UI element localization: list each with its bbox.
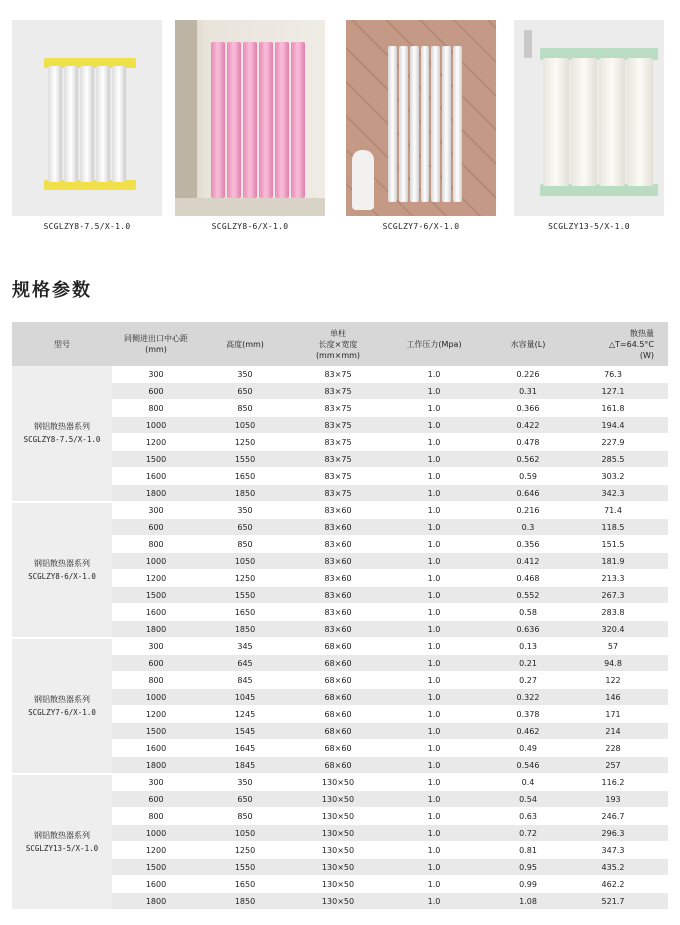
column-size-cell: 83×60	[290, 502, 386, 519]
heat-cell: 213.3	[574, 570, 668, 587]
header-line: 散热量	[630, 328, 654, 338]
col-header-heat	[574, 322, 668, 366]
heat-cell: 122	[574, 672, 668, 689]
column-size-cell: 130×50	[290, 893, 386, 910]
pressure-cell: 1.0	[386, 434, 482, 451]
header-line: △T=64.5°C	[608, 339, 654, 349]
header-line: 同侧进出口中心距	[124, 334, 188, 343]
height-cell: 1550	[200, 451, 290, 468]
pressure-cell: 1.0	[386, 570, 482, 587]
water-volume-cell: 0.636	[482, 621, 574, 638]
heat-cell: 76.3	[574, 366, 668, 383]
product-photo	[175, 20, 325, 216]
column-size-cell: 68×60	[290, 655, 386, 672]
heat-cell: 296.3	[574, 825, 668, 842]
column-size-cell: 83×60	[290, 570, 386, 587]
model-code: SCGLZY8-6/X-1.0	[28, 571, 96, 581]
radiator-illustration	[388, 46, 464, 202]
heat-cell: 521.7	[574, 893, 668, 910]
height-cell: 1545	[200, 723, 290, 740]
water-volume-cell: 0.356	[482, 536, 574, 553]
water-volume-cell: 0.81	[482, 842, 574, 859]
column-size-cell: 68×60	[290, 723, 386, 740]
heat-cell: 151.5	[574, 536, 668, 553]
section-title: 规格参数	[12, 280, 92, 301]
center-distance-cell: 300	[112, 774, 200, 791]
column-size-cell: 83×75	[290, 485, 386, 502]
table-row	[12, 774, 668, 791]
water-volume-cell: 0.478	[482, 434, 574, 451]
column-size-cell: 130×50	[290, 774, 386, 791]
center-distance-cell: 1500	[112, 859, 200, 876]
column-size-cell: 83×60	[290, 536, 386, 553]
water-volume-cell: 0.27	[482, 672, 574, 689]
height-cell: 1645	[200, 740, 290, 757]
pressure-cell: 1.0	[386, 893, 482, 910]
height-cell: 1550	[200, 859, 290, 876]
pressure-cell: 1.0	[386, 842, 482, 859]
water-volume-cell: 0.462	[482, 723, 574, 740]
model-series-name: 钢铝散热器系列	[34, 422, 90, 432]
height-cell: 1845	[200, 757, 290, 774]
heat-cell: 267.3	[574, 587, 668, 604]
column-size-cell: 83×75	[290, 383, 386, 400]
pressure-cell: 1.0	[386, 553, 482, 570]
model-code: SCGLZY13-5/X-1.0	[25, 843, 99, 853]
pressure-cell: 1.0	[386, 519, 482, 536]
center-distance-cell: 600	[112, 383, 200, 400]
height-cell: 645	[200, 655, 290, 672]
pressure-cell: 1.0	[386, 706, 482, 723]
water-volume-cell: 0.13	[482, 638, 574, 655]
water-volume-cell: 0.3	[482, 519, 574, 536]
center-distance-cell: 1200	[112, 434, 200, 451]
center-distance-cell: 300	[112, 502, 200, 519]
height-cell: 1250	[200, 842, 290, 859]
pressure-cell: 1.0	[386, 774, 482, 791]
water-volume-cell: 0.58	[482, 604, 574, 621]
model-code: SCGLZY7-6/X-1.0	[28, 707, 96, 717]
heat-cell: 227.9	[574, 434, 668, 451]
water-volume-cell: 0.59	[482, 468, 574, 485]
heat-cell: 257	[574, 757, 668, 774]
column-size-cell: 83×75	[290, 417, 386, 434]
pressure-cell: 1.0	[386, 417, 482, 434]
height-cell: 1045	[200, 689, 290, 706]
height-cell: 1650	[200, 468, 290, 485]
center-distance-cell: 1000	[112, 689, 200, 706]
pressure-cell: 1.0	[386, 723, 482, 740]
center-distance-cell: 600	[112, 519, 200, 536]
model-series-name: 钢铝散热器系列	[34, 694, 90, 704]
col-header-center-distance	[112, 322, 200, 366]
heat-cell: 347.3	[574, 842, 668, 859]
pressure-cell: 1.0	[386, 366, 482, 383]
table-header-row	[12, 322, 668, 366]
height-cell: 350	[200, 502, 290, 519]
center-distance-cell: 600	[112, 655, 200, 672]
center-distance-cell: 600	[112, 791, 200, 808]
model-cell	[12, 502, 112, 638]
center-distance-cell: 300	[112, 366, 200, 383]
water-volume-cell: 0.378	[482, 706, 574, 723]
heat-cell: 118.5	[574, 519, 668, 536]
height-cell: 1245	[200, 706, 290, 723]
column-size-cell: 68×60	[290, 672, 386, 689]
model-series-name: 钢铝散热器系列	[34, 558, 90, 568]
heat-cell: 94.8	[574, 655, 668, 672]
product-card	[346, 20, 496, 231]
column-size-cell: 83×60	[290, 553, 386, 570]
height-cell: 1250	[200, 570, 290, 587]
center-distance-cell: 1600	[112, 740, 200, 757]
center-distance-cell: 1500	[112, 723, 200, 740]
water-volume-cell: 0.4	[482, 774, 574, 791]
table-row	[12, 638, 668, 655]
model-cell	[12, 366, 112, 502]
pressure-cell: 1.0	[386, 859, 482, 876]
center-distance-cell: 1600	[112, 468, 200, 485]
pressure-cell: 1.0	[386, 587, 482, 604]
height-cell: 850	[200, 400, 290, 417]
center-distance-cell: 1500	[112, 451, 200, 468]
column-size-cell: 68×60	[290, 757, 386, 774]
pressure-cell: 1.0	[386, 621, 482, 638]
height-cell: 1650	[200, 604, 290, 621]
radiator-illustration	[44, 58, 136, 190]
pressure-cell: 1.0	[386, 485, 482, 502]
water-volume-cell: 1.08	[482, 893, 574, 910]
product-card	[12, 20, 162, 231]
radiator-illustration	[540, 48, 658, 196]
column-size-cell: 130×50	[290, 842, 386, 859]
pressure-cell: 1.0	[386, 791, 482, 808]
height-cell: 1850	[200, 485, 290, 502]
height-cell: 1050	[200, 417, 290, 434]
header-line: 单柱	[330, 328, 346, 338]
heat-cell: 342.3	[574, 485, 668, 502]
water-volume-cell: 0.422	[482, 417, 574, 434]
water-volume-cell: 0.31	[482, 383, 574, 400]
center-distance-cell: 1200	[112, 842, 200, 859]
table-body	[12, 366, 668, 910]
column-size-cell: 130×50	[290, 825, 386, 842]
water-volume-cell: 0.21	[482, 655, 574, 672]
heat-cell: 435.2	[574, 859, 668, 876]
table-row	[12, 502, 668, 519]
water-volume-cell: 0.95	[482, 859, 574, 876]
heat-cell: 320.4	[574, 621, 668, 638]
center-distance-cell: 1600	[112, 876, 200, 893]
height-cell: 650	[200, 519, 290, 536]
model-code: SCGLZY8-7.5/X-1.0	[23, 435, 101, 445]
water-volume-cell: 0.366	[482, 400, 574, 417]
product-photo	[12, 20, 162, 216]
product-caption: SCGLZY7-6/X-1.0	[382, 222, 460, 231]
center-distance-cell: 1200	[112, 706, 200, 723]
center-distance-cell: 1000	[112, 825, 200, 842]
heat-cell: 57	[574, 638, 668, 655]
column-size-cell: 130×50	[290, 791, 386, 808]
column-size-cell: 83×60	[290, 604, 386, 621]
column-size-cell: 83×75	[290, 434, 386, 451]
heat-cell: 116.2	[574, 774, 668, 791]
height-cell: 850	[200, 536, 290, 553]
height-cell: 1850	[200, 621, 290, 638]
heat-cell: 171	[574, 706, 668, 723]
height-cell: 1050	[200, 553, 290, 570]
product-caption: SCGLZY13-5/X-1.0	[548, 222, 630, 231]
header-line: 长度×宽度	[318, 339, 358, 349]
header-line: (W)	[639, 350, 654, 360]
product-gallery	[12, 20, 668, 240]
column-size-cell: 83×60	[290, 519, 386, 536]
column-size-cell: 83×60	[290, 621, 386, 638]
height-cell: 1550	[200, 587, 290, 604]
product-card	[514, 20, 664, 231]
water-volume-cell: 0.646	[482, 485, 574, 502]
pressure-cell: 1.0	[386, 808, 482, 825]
height-cell: 1650	[200, 876, 290, 893]
center-distance-cell: 1000	[112, 553, 200, 570]
heat-cell: 214	[574, 723, 668, 740]
table-row	[12, 366, 668, 383]
center-distance-cell: 1800	[112, 893, 200, 910]
water-volume-cell: 0.546	[482, 757, 574, 774]
center-distance-cell: 1000	[112, 417, 200, 434]
pressure-cell: 1.0	[386, 740, 482, 757]
pressure-cell: 1.0	[386, 689, 482, 706]
model-series-name: 钢铝散热器系列	[34, 830, 90, 840]
heat-cell: 181.9	[574, 553, 668, 570]
column-size-cell: 83×60	[290, 587, 386, 604]
product-caption: SCGLZY8-6/X-1.0	[211, 222, 289, 231]
water-volume-cell: 0.322	[482, 689, 574, 706]
column-size-cell: 68×60	[290, 689, 386, 706]
height-cell: 850	[200, 808, 290, 825]
heat-cell: 161.8	[574, 400, 668, 417]
height-cell: 350	[200, 366, 290, 383]
model-cell	[12, 638, 112, 774]
column-size-cell: 130×50	[290, 876, 386, 893]
center-distance-cell: 800	[112, 536, 200, 553]
column-size-cell: 83×75	[290, 366, 386, 383]
column-size-cell: 130×50	[290, 859, 386, 876]
water-volume-cell: 0.54	[482, 791, 574, 808]
pressure-cell: 1.0	[386, 638, 482, 655]
pressure-cell: 1.0	[386, 876, 482, 893]
heat-cell: 462.2	[574, 876, 668, 893]
center-distance-cell: 1200	[112, 570, 200, 587]
product-caption: SCGLZY8-7.5/X-1.0	[43, 222, 131, 231]
column-size-cell: 83×75	[290, 400, 386, 417]
spec-table	[12, 322, 668, 911]
water-volume-cell: 0.49	[482, 740, 574, 757]
height-cell: 350	[200, 774, 290, 791]
heat-cell: 283.8	[574, 604, 668, 621]
center-distance-cell: 1800	[112, 485, 200, 502]
col-header-pressure: 工作压力(Mpa)	[386, 322, 482, 366]
pressure-cell: 1.0	[386, 655, 482, 672]
header-line: (mm×mm)	[315, 350, 361, 360]
heat-cell: 194.4	[574, 417, 668, 434]
water-volume-cell: 0.412	[482, 553, 574, 570]
product-photo	[346, 20, 496, 216]
column-size-cell: 68×60	[290, 638, 386, 655]
center-distance-cell: 1800	[112, 757, 200, 774]
water-volume-cell: 0.468	[482, 570, 574, 587]
model-cell	[12, 774, 112, 910]
heat-cell: 228	[574, 740, 668, 757]
pressure-cell: 1.0	[386, 451, 482, 468]
col-header-model: 型号	[12, 322, 112, 366]
height-cell: 650	[200, 383, 290, 400]
height-cell: 650	[200, 791, 290, 808]
pressure-cell: 1.0	[386, 825, 482, 842]
heat-cell: 303.2	[574, 468, 668, 485]
height-cell: 1850	[200, 893, 290, 910]
center-distance-cell: 1500	[112, 587, 200, 604]
radiator-illustration	[211, 42, 315, 198]
height-cell: 1050	[200, 825, 290, 842]
col-header-column-size	[290, 322, 386, 366]
water-volume-cell: 0.216	[482, 502, 574, 519]
center-distance-cell: 300	[112, 638, 200, 655]
center-distance-cell: 1600	[112, 604, 200, 621]
center-distance-cell: 800	[112, 400, 200, 417]
heat-cell: 246.7	[574, 808, 668, 825]
pressure-cell: 1.0	[386, 604, 482, 621]
center-distance-cell: 1800	[112, 621, 200, 638]
heat-cell: 193	[574, 791, 668, 808]
pressure-cell: 1.0	[386, 400, 482, 417]
header-line: (mm)	[145, 345, 167, 354]
product-card	[175, 20, 325, 231]
heat-cell: 285.5	[574, 451, 668, 468]
water-volume-cell: 0.63	[482, 808, 574, 825]
center-distance-cell: 800	[112, 808, 200, 825]
col-header-water-volume: 水容量(L)	[482, 322, 574, 366]
column-size-cell: 83×75	[290, 468, 386, 485]
column-size-cell: 68×60	[290, 740, 386, 757]
pressure-cell: 1.0	[386, 502, 482, 519]
heat-cell: 71.4	[574, 502, 668, 519]
height-cell: 845	[200, 672, 290, 689]
water-volume-cell: 0.99	[482, 876, 574, 893]
center-distance-cell: 800	[112, 672, 200, 689]
heat-cell: 127.1	[574, 383, 668, 400]
pressure-cell: 1.0	[386, 383, 482, 400]
pressure-cell: 1.0	[386, 468, 482, 485]
water-volume-cell: 0.562	[482, 451, 574, 468]
height-cell: 1250	[200, 434, 290, 451]
column-size-cell: 83×75	[290, 451, 386, 468]
column-size-cell: 68×60	[290, 706, 386, 723]
column-size-cell: 130×50	[290, 808, 386, 825]
pressure-cell: 1.0	[386, 536, 482, 553]
water-volume-cell: 0.226	[482, 366, 574, 383]
pressure-cell: 1.0	[386, 757, 482, 774]
product-photo	[514, 20, 664, 216]
water-volume-cell: 0.552	[482, 587, 574, 604]
height-cell: 345	[200, 638, 290, 655]
heat-cell: 146	[574, 689, 668, 706]
col-header-height: 高度(mm)	[200, 322, 290, 366]
pressure-cell: 1.0	[386, 672, 482, 689]
water-volume-cell: 0.72	[482, 825, 574, 842]
